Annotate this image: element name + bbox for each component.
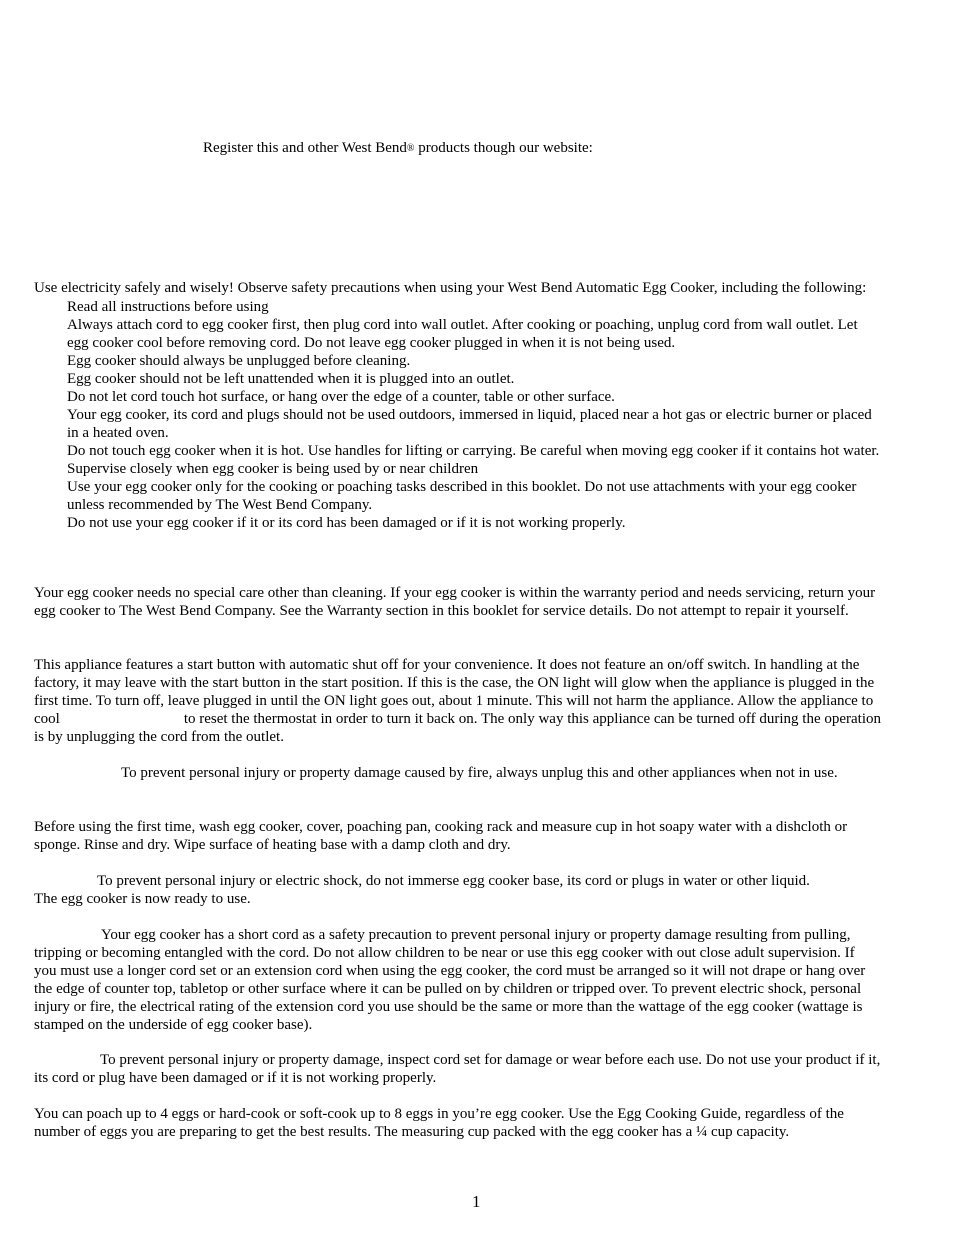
care-paragraph: [34, 584, 924, 620]
inspect-first-line: To prevent personal injury or property damage, inspect cord set for damage or wear before each use. Do not use your product if it,: [100, 1052, 881, 1068]
fire-caution: To prevent personal injury or property damage caused by fire, always unplug this and other appliances when not in use.: [121, 765, 838, 781]
safety-item: Always attach cord to egg cooker first, then plug cord into wall outlet. After cooking or poaching, unplug cord from wall outlet. Let: [67, 317, 858, 333]
start-line: This appliance features a start button with automatic shut off for your convenience. It does not feature an on/off switch. In handling at the: [34, 657, 860, 673]
cool-word: cool: [34, 711, 60, 727]
care-line: egg cooker to The West Bend Company. See the Warranty section in this booklet for service details. Do not attempt to repair it yourself.: [34, 603, 849, 619]
safety-item: Do not let cord touch hot surface, or hang over the edge of a counter, table or other surface.: [67, 389, 615, 405]
safety-list: [67, 298, 927, 532]
start-line-cool: [34, 710, 924, 728]
capacity-line: You can poach up to 4 eggs or hard-cook or soft-cook up to 8 eggs in you’re egg cooker. Use the Egg Cooking Guide, regardless of the: [34, 1106, 844, 1122]
first-use-paragraph: [34, 818, 924, 854]
first-use-line: sponge. Rinse and dry. Wipe surface of heating base with a damp cloth and dry.: [34, 837, 511, 853]
ready-line: The egg cooker is now ready to use.: [34, 891, 251, 907]
safety-item: egg cooker cool before removing cord. Do not leave egg cooker plugged in when it is not being used.: [67, 335, 676, 351]
start-line: is by unplugging the cord from the outlet.: [34, 729, 284, 745]
start-button-paragraph: [34, 656, 924, 746]
start-line: first time. To turn off, leave plugged in until the ON light goes out, about 1 minute. This will not harm the appliance. Allow the appliance to: [34, 693, 874, 709]
register-text-end: products though our website:: [414, 140, 593, 156]
inspect-second-line: its cord or plug have been damaged or if it is not working properly.: [34, 1070, 437, 1086]
safety-item: Egg cooker should not be left unattended when it is plugged into an outlet.: [67, 371, 515, 387]
cord-line: injury or fire, the electrical rating of the extension cord you use should be the same or more than the wattage of the egg cooker (wattage is: [34, 999, 863, 1015]
cord-line: the edge of counter top, tabletop or other surface where it can be pulled on by children or tripped over. To prevent electric shock, personal: [34, 981, 862, 997]
capacity-paragraph: [34, 1105, 924, 1141]
capacity-line: number of eggs you are preparing to get the best results. The measuring cup packed with the egg cooker has a ¼ cup capacity.: [34, 1124, 790, 1140]
registered-mark: ®: [406, 143, 415, 154]
first-use-line: Before using the first time, wash egg cooker, cover, poaching pan, cooking rack and measure cup in hot soapy water with a dishcloth or: [34, 819, 848, 835]
cord-line: stamped on the underside of egg cooker base).: [34, 1017, 313, 1033]
safety-item: Supervise closely when egg cooker is being used by or near children: [67, 461, 479, 477]
cord-first-line: Your egg cooker has a short cord as a safety precaution to prevent personal injury or property damage resulting from pulling,: [101, 927, 851, 943]
page-number: 1: [472, 1192, 481, 1211]
safety-item: Do not use your egg cooker if it or its cord has been damaged or if it is not working properly.: [67, 515, 626, 531]
register-text: Register this and other West Bend: [203, 140, 407, 156]
register-line: [203, 139, 593, 158]
cool-rest: to reset the thermostat in order to turn it back on. The only way this appliance can be turned off during the operation: [183, 711, 881, 727]
safety-item: Do not touch egg cooker when it is hot. Use handles for lifting or carrying. Be careful when moving egg cooker if it contains hot water.: [67, 443, 880, 459]
shock-caution: To prevent personal injury or electric shock, do not immerse egg cooker base, its cord or plugs in water or other liquid.: [97, 873, 810, 889]
cord-line: you must use a longer cord set or an extension cord when using the egg cooker, the cord must be arranged so it will not drape or hang over: [34, 963, 866, 979]
safety-intro: Use electricity safely and wisely! Observe safety precautions when using your West Bend Automatic Egg Cooker, including the following:: [34, 280, 867, 296]
safety-item: Your egg cooker, its cord and plugs should not be used outdoors, immersed in liquid, placed near a hot gas or electric burner or placed: [67, 407, 872, 423]
start-line: factory, it may leave with the start button in the start position. If this is the case, the ON light will glow when the appliance is plugged in the: [34, 675, 875, 691]
cord-line: tripping or becoming entangled with the cord. Do not allow children to be near or use this egg cooker with out close adult supervision. If: [34, 945, 855, 961]
cord-paragraph: [34, 944, 924, 1034]
safety-item: in a heated oven.: [67, 425, 169, 441]
safety-item: Egg cooker should always be unplugged before cleaning.: [67, 353, 411, 369]
safety-item: Use your egg cooker only for the cooking or poaching tasks described in this booklet. Do not use attachments with your egg cooker: [67, 479, 857, 495]
care-line: Your egg cooker needs no special care other than cleaning. If your egg cooker is within the warranty period and needs servicing, return your: [34, 585, 876, 601]
safety-item: unless recommended by The West Bend Company.: [67, 497, 373, 513]
safety-item: Read all instructions before using: [67, 299, 269, 315]
